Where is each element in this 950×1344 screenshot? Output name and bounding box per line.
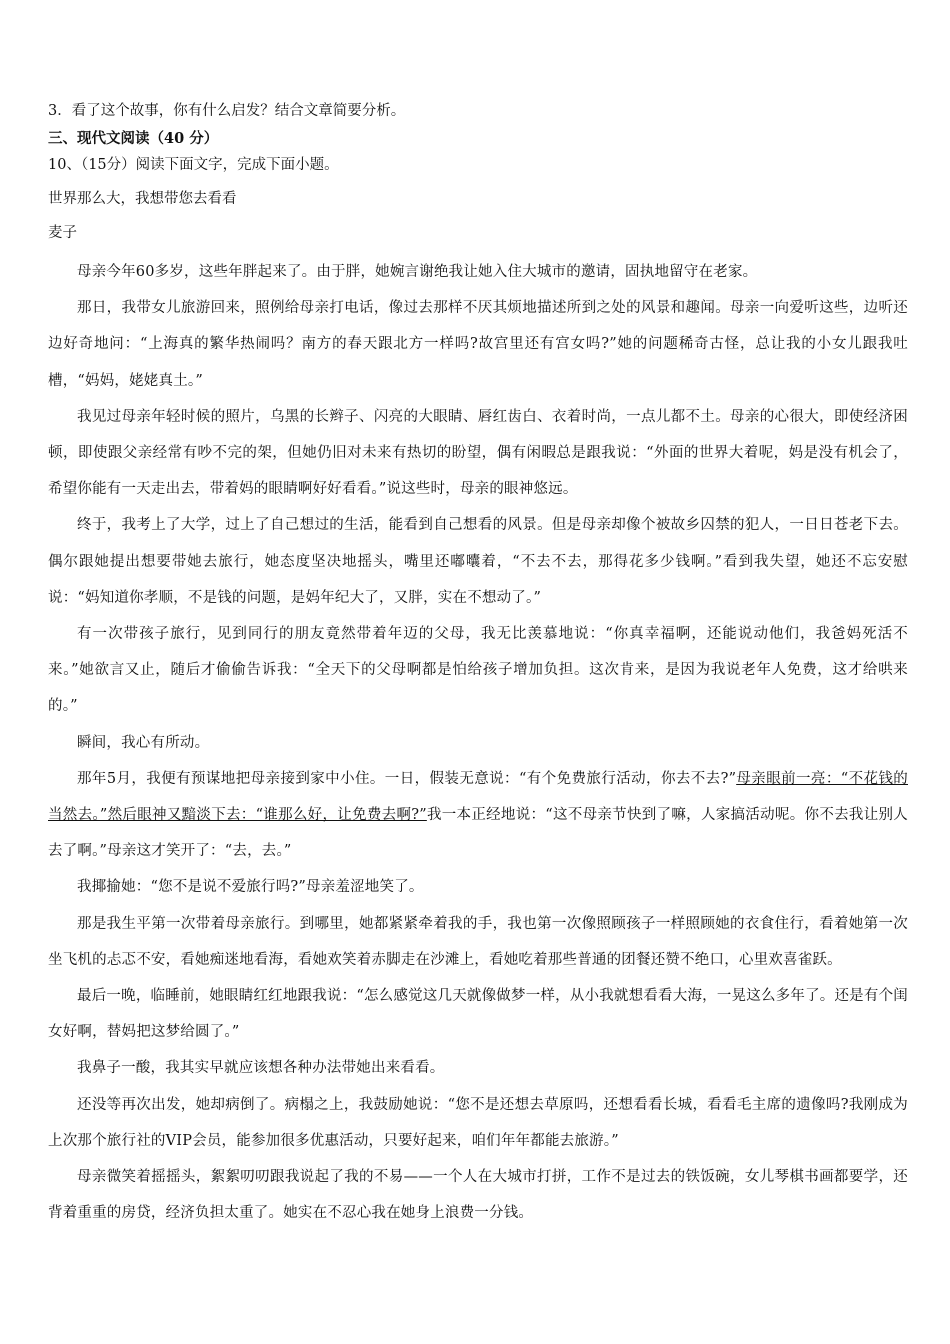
paragraph: 母亲今年60多岁，这些年胖起来了。由于胖，她婉言谢绝我让她入住大城市的邀请，固执地留守在老家。 <box>77 264 758 280</box>
article-author: 麦子 <box>48 225 77 241</box>
article-title: 世界那么大，我想带您去看看 <box>48 191 237 207</box>
document-page <box>48 98 908 1231</box>
paragraph: 有一次带孩子旅行，见到同行的朋友竟然带着年迈的父母，我无比羡慕地说：“你真幸福啊，还能说动他们，我爸妈死活不来。”她欲言又止，随后才偷偷告诉我：“全天下的父母啊都是怕给孩子增加负担。这次肯来，是因为我说老年人免费，这才给哄来的。” <box>48 626 908 715</box>
paragraph: 还没等再次出发，她却病倒了。病榻之上，我鼓励她说：“您不是还想去草原吗，还想看看长城，看看毛主席的遗像吗?我刚成为上次那个旅行社的VIP会员，能参加很多优惠活动，只要好起来，咱们年年都能去旅游。” <box>48 1096 908 1149</box>
paragraph: 我揶揄她：“您不是说不爱旅行吗?”母亲羞涩地笑了。 <box>77 879 424 896</box>
paragraph: 那日，我带女儿旅游回来，照例给母亲打电话，像过去那样不厌其烦地描述所到之处的风景和趣闻。母亲一向爱听这些，边听还边好奇地问：“上海真的繁华热闹吗？南方的春天跟北方一样吗?故宫里还有宫女吗?”她的问题稀奇古怪，总让我的小女儿跟我吐槽，“妈妈，姥姥真土。” <box>48 300 908 389</box>
paragraph: 那是我生平第一次带着母亲旅行。到哪里，她都紧紧牵着我的手，我也第一次像照顾孩子一样照顾她的衣食住行，看着她第一次坐飞机的忐忑不安，看她痴迷地看海，看她欢笑着赤脚走在沙滩上，看她吃着那些普通的团餐还赞不绝口，心里欢喜雀跃。 <box>48 915 908 968</box>
underlined-sentence: 母亲眼前一亮：“不花钱的当然去。”然后眼神又黯淡下去：“谁那么好，让免费去啊?” <box>48 770 908 824</box>
paragraph: 最后一晚，临睡前，她眼睛红红地跟我说：“怎么感觉这几天就像做梦一样，从小我就想看看大海，一晃这么多年了。还是有个闺女好啊，替妈把这梦给圆了。” <box>48 988 908 1041</box>
section-title: 三、现代文阅读（40 分） <box>48 130 219 147</box>
paragraph: 母亲微笑着摇摇头，絮絮叨叨跟我说起了我的不易——一个人在大城市打拼，工作不是过去的铁饭碗，女儿琴棋书画都要学，还背着重重的房贷，经济负担太重了。她实在不忍心我在她身上浪费一分钱。 <box>48 1169 908 1222</box>
paragraph: 我见过母亲年轻时候的照片，乌黑的长辫子、闪亮的大眼睛、唇红齿白、衣着时尚，一点儿都不土。母亲的心很大，即使经济困顿，即使跟父亲经常有吵不完的架，但她仍旧对未来有热切的盼望，偶有闲暇总是跟我说：“外面的世界大着呢，妈是没有机会了，希望你能有一天走出去，带着妈的眼睛啊好好看看。”说这些时，母亲的眼神悠远。 <box>48 408 908 498</box>
paragraph: 终于，我考上了大学，过上了自己想过的生活，能看到自己想看的风景。但是母亲却像个被故乡囚禁的犯人，一日日苍老下去。偶尔跟她提出想要带她去旅行，她态度坚决地摇头，嘴里还嘟囔着，“不去不去，那得花多少钱啊。”看到我失望，她还不忘安慰说：“妈知道你孝顺，不是钱的问题，是妈年纪大了，又胖，实在不想动了。” <box>48 517 908 606</box>
paragraph: 瞬间，我心有所动。 <box>77 734 210 751</box>
paragraph-may-before: 那年5月，我便有预谋地把母亲接到家中小住。一日，假装无意说：“有个免费旅行活动，你去不去?” <box>77 770 737 787</box>
question-3: 3．看了这个故事，你有什么启发？结合文章简要分析。 <box>48 103 406 119</box>
paragraph-may <box>48 761 908 870</box>
paragraph: 我鼻子一酸，我其实早就应该想各种办法带她出来看看。 <box>77 1060 445 1077</box>
question-10: 10、（15分）阅读下面文字，完成下面小题。 <box>48 157 339 173</box>
paragraph-may-after: 我一本正经地说：“这不母亲节快到了嘛，人家搞活动呢。你不去我让别人去了啊。”母亲这才笑开了：“去，去。” <box>48 807 908 860</box>
